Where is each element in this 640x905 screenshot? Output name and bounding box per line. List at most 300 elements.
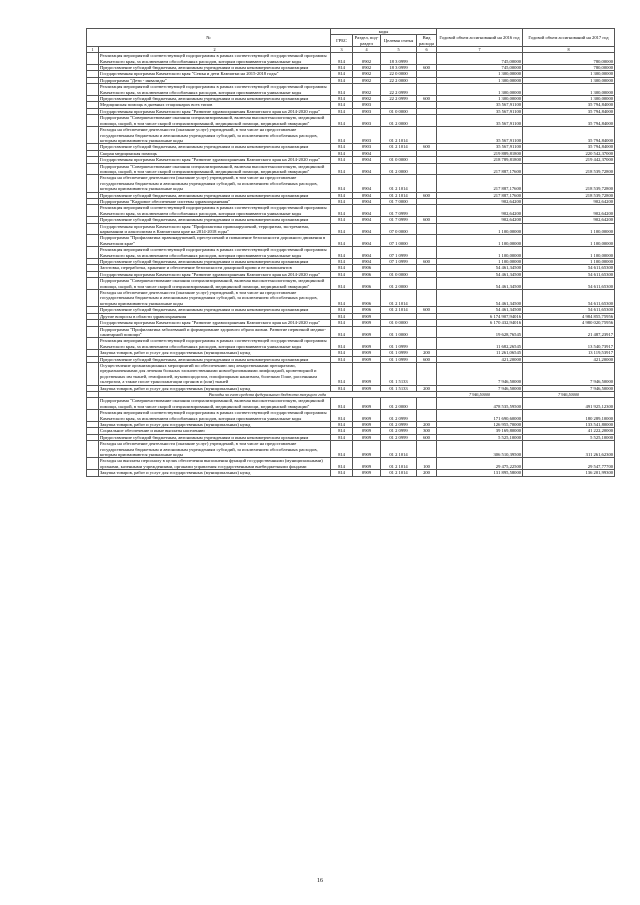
razdel-cell: 0909 — [353, 434, 381, 440]
amount-2016-cell: 478 535,59500 — [437, 398, 523, 410]
grbs-cell: 814 — [331, 157, 353, 163]
vid-cell: 600 — [417, 65, 437, 71]
amount-2017-cell: 35 794,84000 — [523, 108, 615, 114]
table-row — [87, 247, 615, 259]
celevaya-cell: 01 1 5133 — [381, 385, 417, 391]
index-cell: 5 — [381, 47, 417, 53]
table-body — [87, 53, 615, 476]
amount-2016-cell: 1 100,00000 — [437, 235, 523, 247]
celevaya-cell: 01 7 0000 — [381, 198, 417, 204]
grbs-cell: 814 — [331, 175, 353, 192]
vid-cell — [417, 278, 437, 290]
amount-2016-cell: 35 567,91100 — [437, 108, 523, 114]
razdel-cell: 0909 — [353, 362, 381, 385]
name-cell: Расходы на обеспечение деятельности (оказание услуг) учреждений, в том числе на предоставление государственным бюджетным и автономным учреждениям субсидий, за исключением обособленных расходов, которым присваиваются уникальные коды — [99, 290, 331, 307]
grbs-cell: 814 — [331, 307, 353, 313]
razdel-cell: 0902 — [353, 96, 381, 102]
index-cell: 6 — [417, 47, 437, 53]
num-cell — [87, 290, 99, 307]
num-cell — [87, 362, 99, 385]
vid-cell: 600 — [417, 192, 437, 198]
amount-2016-cell: 171 690,60000 — [437, 410, 523, 422]
num-cell — [87, 470, 99, 476]
grbs-cell: 814 — [331, 192, 353, 198]
vid-cell — [417, 326, 437, 338]
razdel-cell: 0904 — [353, 198, 381, 204]
name-cell: Расходы на обеспечение деятельности (оказание услуг) учреждений, в том числе на предоставление государственным бюджетным и автономным учреждениям субсидий, за исключением обособленных расходов, которым присваиваются уникальные коды — [99, 175, 331, 192]
amount-2016-cell: 902,64200 — [437, 205, 523, 217]
name-cell: Предоставление субсидий бюджетным, автономным учреждениям и иным некоммерческим организациям — [99, 65, 331, 71]
amount-2017-cell: 41 222,20000 — [523, 428, 615, 434]
table-row — [87, 398, 615, 410]
grbs-cell: 814 — [331, 265, 353, 271]
vid-cell — [417, 235, 437, 247]
grbs-cell: 814 — [331, 326, 353, 338]
vid-cell — [417, 127, 437, 144]
name-cell: Реализация мероприятий соответствующей подпрограммы в рамках соответствующей государственной программы Камчатского края, за исключением обособленных расходов, которым присваиваются уникальные коды — [99, 338, 331, 350]
amount-2016-cell: 902,64200 — [437, 217, 523, 223]
celevaya-cell: 22 2 0999 — [381, 96, 417, 102]
celevaya-cell: 18 3 0999 — [381, 53, 417, 65]
table-row — [87, 326, 615, 338]
amount-2016-cell: 421,20000 — [437, 356, 523, 362]
index-cell: 2 — [99, 47, 331, 53]
amount-2016-cell: 217 887,17600 — [437, 163, 523, 175]
grbs-cell: 814 — [331, 271, 353, 277]
header-codes: коды — [331, 29, 437, 35]
razdel-cell: 0909 — [353, 470, 381, 476]
amount-2017-cell: 1 100,00000 — [523, 259, 615, 265]
amount-2017-cell: 5 525,10000 — [523, 434, 615, 440]
razdel-cell: 0904 — [353, 175, 381, 192]
name-cell: Подпрограмма "Профилактика заболеваний и формирование здорового образа жизни. Развитие первичной медико-санитарной помощи" — [99, 326, 331, 338]
amount-2016-cell: 745,00000 — [437, 53, 523, 65]
amount-2017-cell: 218 539,72800 — [523, 163, 615, 175]
name-cell: Предоставление субсидий бюджетным, автономным учреждениям и иным некоммерческим организациям — [99, 434, 331, 440]
celevaya-cell: 01 2 0000 — [381, 278, 417, 290]
grbs-cell: 814 — [331, 163, 353, 175]
razdel-cell: 0904 — [353, 163, 381, 175]
amount-2017-cell: 780,00000 — [523, 53, 615, 65]
amount-2016-cell: 6 170 432,94016 — [437, 320, 523, 326]
name-cell: Подпрограмма "Совершенствование оказания специализированной, включая высокотехнологичную, медицинской помощи, скорой, в том числе скорой специализированной, медицинской помощи, медицинской эвакуации" — [99, 278, 331, 290]
vid-cell — [417, 441, 437, 458]
grbs-cell: 814 — [331, 102, 353, 108]
name-cell: Закупка товаров, работ и услуг для государственных (муниципальных) нужд — [99, 385, 331, 391]
amount-2016-cell: 54 461,34500 — [437, 265, 523, 271]
razdel-cell: 0909 — [353, 326, 381, 338]
amount-2017-cell: 491 925,12300 — [523, 398, 615, 410]
amount-2017-cell: 54 611,65300 — [523, 265, 615, 271]
name-cell: Подпрограмма "Совершенствование оказания специализированной, включая высокотехнологичную, медицинской помощи, скорой, в том числе скорой специализированной, медицинской помощи, медицинской эвакуации" — [99, 163, 331, 175]
amount-2016-cell: 39 169,80000 — [437, 428, 523, 434]
num-cell — [87, 163, 99, 175]
grbs-cell: 814 — [331, 77, 353, 83]
budget-table — [86, 28, 615, 477]
celevaya-cell: 01 0 0000 — [381, 108, 417, 114]
vid-cell — [417, 175, 437, 192]
celevaya-cell: 22 2 0999 — [381, 84, 417, 96]
vid-cell: 600 — [417, 259, 437, 265]
razdel-cell: 0903 — [353, 102, 381, 108]
amount-2016-cell: 1 300,00000 — [437, 96, 523, 102]
razdel-cell: 0903 — [353, 144, 381, 150]
vid-cell — [417, 205, 437, 217]
amount-2017-cell: 902,64200 — [523, 205, 615, 217]
name-cell: Заготовка, переработка, хранение и обеспечение безопасности донорской крови и ее компонентов — [99, 265, 331, 271]
razdel-cell: 0909 — [353, 398, 381, 410]
name-cell: Подпрограмма "Кадровое обеспечение системы здравоохранения" — [99, 198, 331, 204]
grbs-cell: 814 — [331, 385, 353, 391]
name-cell: Расходы на обеспечение деятельности (оказание услуг) учреждений, в том числе на предоставление государственным бюджетным и автономным учреждениям субсидий, за исключением обособленных расходов, которым присваиваются уникальные коды — [99, 441, 331, 458]
razdel-cell: 0909 — [353, 422, 381, 428]
amount-2016-cell: 126 955,70000 — [437, 422, 523, 428]
amount-2017-cell: 7 946,50000 — [523, 362, 615, 385]
celevaya-cell: 01 2 1014 — [381, 175, 417, 192]
vid-cell: 600 — [417, 217, 437, 223]
name-cell: Государственная программа Камчатского края "Развитие здравоохранения Камчатского края на 2014-2020 годы" — [99, 108, 331, 114]
vid-cell: 200 — [417, 422, 437, 428]
name-cell: Предоставление субсидий бюджетным, автономным учреждениям и иным некоммерческим организациям — [99, 307, 331, 313]
razdel-cell: 0902 — [353, 71, 381, 77]
amount-2016-cell: 54 461,34500 — [437, 290, 523, 307]
celevaya-cell: 01 0 0000 — [381, 271, 417, 277]
num-cell — [87, 115, 99, 127]
header-celevaya: Целевая статья — [381, 35, 417, 47]
amount-2017-cell: 902,64200 — [523, 198, 615, 204]
table-row — [87, 470, 615, 476]
vid-cell: 200 — [417, 470, 437, 476]
grbs-cell: 814 — [331, 362, 353, 385]
name-cell: Реализация мероприятий соответствующей подпрограммы в рамках соответствующей государственной программы Камчатского края, за исключением обособленных расходов, которым присваиваются уникальные коды — [99, 205, 331, 217]
celevaya-cell: 01 1 0999 — [381, 350, 417, 356]
razdel-cell: 0909 — [353, 338, 381, 350]
grbs-cell: 814 — [331, 410, 353, 422]
amount-2017-cell: 180 289,10000 — [523, 410, 615, 422]
razdel-cell: 0904 — [353, 223, 381, 235]
grbs-cell: 814 — [331, 247, 353, 259]
grbs-cell: 814 — [331, 144, 353, 150]
vid-cell: 600 — [417, 356, 437, 362]
num-cell — [87, 53, 99, 65]
index-cell: 7 — [437, 47, 523, 53]
name-cell: Скорая медицинская помощь — [99, 150, 331, 156]
razdel-cell: 0902 — [353, 53, 381, 65]
grbs-cell: 814 — [331, 53, 353, 65]
num-cell — [87, 247, 99, 259]
name-cell: Подпрограмма "Совершенствование оказания специализированной, включая высокотехнологичную, медицинской помощи, скорой, в том числе скорой специализированной, медицинской помощи, медицинской эвакуации" — [99, 115, 331, 127]
amount-2016-cell: 35 567,91100 — [437, 115, 523, 127]
celevaya-cell: 07 0 0000 — [381, 223, 417, 235]
amount-2017-cell: 35 794,84000 — [523, 102, 615, 108]
page-number: 16 — [317, 878, 323, 884]
amount-2017-cell: 35 794,84000 — [523, 127, 615, 144]
amount-2016-cell: 7 946,50000 — [437, 362, 523, 385]
table-row — [87, 441, 615, 458]
celevaya-cell: 01 0 0000 — [381, 320, 417, 326]
vid-cell — [417, 84, 437, 96]
amount-2016-cell: 1 100,00000 — [437, 259, 523, 265]
grbs-cell: 814 — [331, 422, 353, 428]
table-header — [87, 29, 615, 53]
index-cell: 4 — [353, 47, 381, 53]
name-cell: Предоставление субсидий бюджетным, автономным учреждениям и иным некоммерческим организациям — [99, 144, 331, 150]
table-row — [87, 362, 615, 385]
razdel-cell: 0904 — [353, 259, 381, 265]
celevaya-cell: 01 2 1014 — [381, 192, 417, 198]
name-cell: Реализация мероприятий соответствующей подпрограммы в рамках соответствующей государственной программы Камчатского края, за исключением обособленных расходов, которым присваиваются уникальные коды — [99, 53, 331, 65]
razdel-cell: 0904 — [353, 235, 381, 247]
celevaya-cell: 01 2 1014 — [381, 144, 417, 150]
amount-2017-cell: 7 946,50000 — [523, 385, 615, 391]
note-cell: Расходы за счет средств федерального бюджета текущего года — [99, 391, 437, 397]
grbs-cell: 814 — [331, 96, 353, 102]
amount-2016-cell: 35 567,91100 — [437, 144, 523, 150]
name-cell: Государственная программа Камчатского края "Развитие здравоохранения Камчатского края на 2014-2020 годы" — [99, 271, 331, 277]
razdel-cell: 0909 — [353, 410, 381, 422]
celevaya-cell: 07 1 0999 — [381, 259, 417, 265]
name-cell: Реализация мероприятий соответствующей подпрограммы в рамках соответствующей государственной программы Камчатского края, за исключением обособленных расходов, которым присваиваются уникальные коды — [99, 84, 331, 96]
vid-cell: 600 — [417, 434, 437, 440]
amount-2017-cell: 1 100,00000 — [523, 223, 615, 235]
vid-cell: 200 — [417, 350, 437, 356]
grbs-cell: 814 — [331, 356, 353, 362]
celevaya-cell: 01 7 0999 — [381, 217, 417, 223]
celevaya-cell: 01 2 1014 — [381, 307, 417, 313]
table-row — [87, 235, 615, 247]
amount-2016-cell: 54 461,34500 — [437, 307, 523, 313]
razdel-cell: 0909 — [353, 356, 381, 362]
celevaya-cell: 01 1 0999 — [381, 338, 417, 350]
num-cell — [87, 84, 99, 96]
num-cell — [87, 458, 99, 470]
grbs-cell: 814 — [331, 65, 353, 71]
celevaya-cell: 07 1 0999 — [381, 247, 417, 259]
razdel-cell: 0909 — [353, 441, 381, 458]
amount-2017-cell: 1 100,00000 — [523, 235, 615, 247]
celevaya-cell: 07 1 0000 — [381, 235, 417, 247]
grbs-cell: 814 — [331, 428, 353, 434]
num-cell — [87, 235, 99, 247]
amount-2017-cell: 421,20000 — [523, 356, 615, 362]
vid-cell — [417, 247, 437, 259]
name-cell: Предоставление субсидий бюджетным, автономным учреждениям и иным некоммерческим организациям — [99, 356, 331, 362]
num-cell — [87, 338, 99, 350]
celevaya-cell: 01 2 0999 — [381, 410, 417, 422]
amount-2017-cell: 54 611,65300 — [523, 278, 615, 290]
grbs-cell: 814 — [331, 205, 353, 217]
razdel-cell: 0903 — [353, 127, 381, 144]
razdel-cell: 0906 — [353, 307, 381, 313]
amount-2017-cell: 780,00000 — [523, 65, 615, 71]
amount-2017-cell: 35 794,84000 — [523, 144, 615, 150]
index-cell: 8 — [523, 47, 615, 53]
amount-2016-cell: 1 300,00000 — [437, 71, 523, 77]
celevaya-cell: 01 2 0000 — [381, 115, 417, 127]
vid-cell: 600 — [417, 96, 437, 102]
name-cell: Расходы на выплаты персоналу в целях обеспечения выполнения функций государственными (муниципальными) органами, казенными учреждениями, органами управления государственными внебюджетными фондами — [99, 458, 331, 470]
name-cell: Закупка товаров, работ и услуг для государственных (муниципальных) нужд — [99, 350, 331, 356]
vid-cell — [417, 398, 437, 410]
razdel-cell: 0906 — [353, 290, 381, 307]
vid-cell: 300 — [417, 428, 437, 434]
celevaya-cell: 22 0 0000 — [381, 71, 417, 77]
amount-2016-cell: 7 946,50000 — [437, 391, 523, 397]
name-cell: Государственная программа Камчатского края "Развитие здравоохранения Камчатского края на 2014-2020 годы" — [99, 320, 331, 326]
grbs-cell: 814 — [331, 350, 353, 356]
header-2017: Годовой объем ассигнований на 2017 год — [523, 29, 615, 47]
celevaya-cell: 01 0 0000 — [381, 157, 417, 163]
grbs-cell: 814 — [331, 108, 353, 114]
razdel-cell: 0906 — [353, 265, 381, 271]
amount-2017-cell: 133 541,80000 — [523, 422, 615, 428]
amount-2016-cell: 219 889,81800 — [437, 150, 523, 156]
num-cell — [87, 398, 99, 410]
name-cell: Закупка товаров, работ и услуг для государственных (муниципальных) нужд — [99, 470, 331, 476]
vid-cell: 100 — [417, 458, 437, 470]
num-cell — [87, 127, 99, 144]
amount-2016-cell: 1 100,00000 — [437, 247, 523, 259]
celevaya-cell: 01 7 0999 — [381, 205, 417, 217]
grbs-cell: 814 — [331, 115, 353, 127]
celevaya-cell: 01 2 1014 — [381, 290, 417, 307]
name-cell: Подпрограмма "Профилактика правонарушений, преступлений и повышение безопасности дорожного движения в Камчатском крае" — [99, 235, 331, 247]
amount-2017-cell: 1 300,00000 — [523, 71, 615, 77]
num-cell — [87, 175, 99, 192]
amount-2017-cell: 220 542,37000 — [523, 150, 615, 156]
amount-2017-cell: 219 442,37000 — [523, 157, 615, 163]
header-2016: Годовой объем ассигнований на 2016 год — [437, 29, 523, 47]
grbs-cell: 814 — [331, 198, 353, 204]
amount-2016-cell: 217 887,17600 — [437, 175, 523, 192]
header-razdel: Раздел, под-раздел — [353, 35, 381, 47]
name-cell: Закупка товаров, работ и услуг для государственных (муниципальных) нужд — [99, 422, 331, 428]
celevaya-cell: 01 2 0000 — [381, 398, 417, 410]
grbs-cell: 814 — [331, 84, 353, 96]
amount-2016-cell: 218 789,81800 — [437, 157, 523, 163]
name-cell: Государственная программа Камчатского края "Развитие здравоохранения Камчатского края на 2014-2020 годы" — [99, 157, 331, 163]
celevaya-cell: 01 2 0999 — [381, 428, 417, 434]
razdel-cell: 0902 — [353, 77, 381, 83]
amount-2017-cell: 35 794,84000 — [523, 115, 615, 127]
grbs-cell: 814 — [331, 223, 353, 235]
index-cell: 3 — [331, 47, 353, 53]
grbs-cell: 814 — [331, 127, 353, 144]
num-cell — [87, 278, 99, 290]
name-cell: Расходы на обеспечение деятельности (оказание услуг) учреждений, в том числе на предоставление государственным бюджетным и автономным учреждениям субсидий, за исключением обособленных расходов, которым присваиваются уникальные коды — [99, 127, 331, 144]
amount-2016-cell: 11 261,06545 — [437, 350, 523, 356]
amount-2017-cell: 21 487,23917 — [523, 326, 615, 338]
grbs-cell: 814 — [331, 398, 353, 410]
amount-2016-cell: 306 510,39500 — [437, 441, 523, 458]
amount-2017-cell: 4 984 855,75956 — [523, 313, 615, 319]
razdel-cell: 0904 — [353, 150, 381, 156]
num-cell — [87, 441, 99, 458]
amount-2017-cell: 218 539,72800 — [523, 192, 615, 198]
vid-cell — [417, 163, 437, 175]
vid-cell — [417, 338, 437, 350]
grbs-cell: 814 — [331, 278, 353, 290]
amount-2016-cell: 902,64200 — [437, 198, 523, 204]
num-cell — [87, 205, 99, 217]
grbs-cell: 814 — [331, 313, 353, 319]
vid-cell — [417, 410, 437, 422]
vid-cell — [417, 115, 437, 127]
vid-cell — [417, 362, 437, 385]
amount-2016-cell: 35 567,91100 — [437, 102, 523, 108]
index-cell: 1 — [87, 47, 99, 53]
name-cell: Государственная программа Камчатского края "Семья и дети Камчатки на 2015-2018 годы" — [99, 71, 331, 77]
table-row — [87, 205, 615, 217]
amount-2016-cell: 19 628,76545 — [437, 326, 523, 338]
table-row — [87, 410, 615, 422]
table-row — [87, 338, 615, 350]
amount-2016-cell: 35 567,91100 — [437, 127, 523, 144]
celevaya-cell: 01 1 5133 — [381, 362, 417, 385]
amount-2016-cell: 54 461,34500 — [437, 271, 523, 277]
celevaya-cell: 01 2 0000 — [381, 163, 417, 175]
amount-2017-cell: 54 611,65300 — [523, 271, 615, 277]
table-row — [87, 53, 615, 65]
amount-2017-cell: 1 300,00000 — [523, 96, 615, 102]
amount-2017-cell: 1 300,00000 — [523, 77, 615, 83]
razdel-cell: 0904 — [353, 247, 381, 259]
razdel-cell: 0904 — [353, 192, 381, 198]
amount-2016-cell: 7 946,50000 — [437, 385, 523, 391]
grbs-cell: 814 — [331, 434, 353, 440]
razdel-cell: 0909 — [353, 350, 381, 356]
celevaya-cell: 01 2 1014 — [381, 127, 417, 144]
amount-2017-cell: 13 119,53917 — [523, 350, 615, 356]
vid-cell: 600 — [417, 307, 437, 313]
grbs-cell: 814 — [331, 320, 353, 326]
razdel-cell: 0909 — [353, 458, 381, 470]
amount-2017-cell: 1 300,00000 — [523, 84, 615, 96]
table-row — [87, 175, 615, 192]
grbs-cell: 814 — [331, 71, 353, 77]
name-cell: Другие вопросы в области здравоохранения — [99, 313, 331, 319]
table-row — [87, 163, 615, 175]
celevaya-cell: 18 3 0999 — [381, 65, 417, 71]
amount-2017-cell: 136 201,99300 — [523, 470, 615, 476]
name-cell: Государственная программа Камчатского края "Профилактика правонарушений, терроризма, экстремизма, наркомании и алкоголизма в Камчатском крае на 2014-2018 годы" — [99, 223, 331, 235]
razdel-cell: 0904 — [353, 217, 381, 223]
amount-2017-cell: 7 946,50000 — [523, 391, 615, 397]
vid-cell — [417, 53, 437, 65]
razdel-cell: 0909 — [353, 320, 381, 326]
razdel-cell: 0904 — [353, 157, 381, 163]
razdel-cell: 0903 — [353, 115, 381, 127]
table-row — [87, 127, 615, 144]
name-cell: Подпрограмма "Совершенствование оказания специализированной, включая высокотехнологичную, медицинской помощи, скорой, в том числе скорой специализированной, медицинской помощи, медицинской эвакуации" — [99, 398, 331, 410]
celevaya-cell: 01 2 1014 — [381, 441, 417, 458]
amount-2016-cell: 217 887,17600 — [437, 192, 523, 198]
razdel-cell: 0902 — [353, 65, 381, 71]
celevaya-cell: 22 2 0000 — [381, 77, 417, 83]
grbs-cell: 814 — [331, 290, 353, 307]
grbs-cell: 814 — [331, 338, 353, 350]
name-cell: Осуществление организационных мероприятий по обеспечению лиц лекарственными препаратами, предназначенными для лечения больных злокачественными новообразованиями лимфоидной, кроветворной и родственных им тканей, гемофилией, муковисцидозом, гипофизарным нанизмом, болезнью Гоше, рассеянным склерозом, а также после трансплантации органов и (или) тканей — [99, 362, 331, 385]
grbs-cell: 814 — [331, 150, 353, 156]
name-cell: Предоставление субсидий бюджетным, автономным учреждениям и иным некоммерческим организациям — [99, 217, 331, 223]
table-row — [87, 223, 615, 235]
table-row — [87, 458, 615, 470]
vid-cell: 600 — [417, 144, 437, 150]
num-cell — [87, 326, 99, 338]
table-row — [87, 115, 615, 127]
amount-2016-cell: 54 461,34500 — [437, 278, 523, 290]
amount-2017-cell: 902,64200 — [523, 217, 615, 223]
